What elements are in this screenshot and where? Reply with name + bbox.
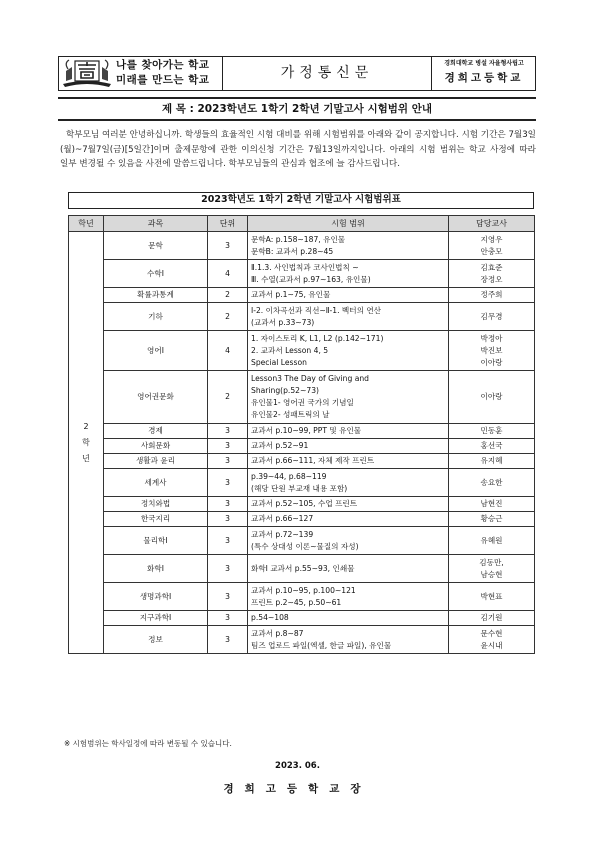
units-cell: 2	[208, 288, 248, 303]
range-cell: 화학Ⅰ 교과서 p.55~93, 인쇄물	[248, 555, 449, 583]
subject-cell: 생명과학Ⅰ	[104, 583, 208, 611]
subject-cell: 영어Ⅰ	[104, 331, 208, 371]
table-row	[69, 260, 535, 288]
units-cell: 3	[208, 424, 248, 439]
range-cell: 교과서 p.10~99, PPT 및 유인물	[248, 424, 449, 439]
units-cell: 3	[208, 555, 248, 583]
units-cell: 3	[208, 469, 248, 497]
table-row	[69, 288, 535, 303]
units-cell: 3	[208, 583, 248, 611]
school-logo-icon	[60, 57, 114, 90]
range-cell: 교과서 p.52~105, 수업 프린트	[248, 497, 449, 512]
units-cell: 4	[208, 260, 248, 288]
motto-line-1: 나를 찾아가는 학교	[116, 59, 210, 71]
subject-cell: 물리학Ⅰ	[104, 527, 208, 555]
table-title: 2023학년도 1학기 2학년 기말고사 시험범위표	[68, 192, 534, 209]
units-cell: 2	[208, 303, 248, 331]
range-cell: p.39~44, p.68~119 (해당 단원 부교재 내용 포함)	[248, 469, 449, 497]
table-row	[69, 527, 535, 555]
exam-range-table	[68, 215, 535, 654]
range-cell: 교과서 p.10~95, p.100~121 프린트 p.2~45, p.50~61	[248, 583, 449, 611]
subject-cell: 기하	[104, 303, 208, 331]
units-cell: 4	[208, 331, 248, 371]
subject-line: 제 목 : 2023학년도 1학기 2학년 기말고사 시험범위 안내	[58, 97, 536, 121]
units-cell: 3	[208, 439, 248, 454]
teacher-cell: 정주희	[449, 288, 535, 303]
teacher-cell: 민동훈	[449, 424, 535, 439]
range-cell: 교과서 p.66~127	[248, 512, 449, 527]
teacher-cell: 유지혜	[449, 454, 535, 469]
motto-line-2: 미래를 만드는 학교	[116, 74, 210, 86]
subject-cell: 정치와법	[104, 497, 208, 512]
teacher-cell: 유혜원	[449, 527, 535, 555]
table-row	[69, 555, 535, 583]
table-row	[69, 583, 535, 611]
range-cell: 문학A: p.158~187, 유인물 문학B: 교과서 p.28~45	[248, 232, 449, 260]
range-cell: p.54~108	[248, 611, 449, 626]
teacher-cell: 김동만, 남승현	[449, 555, 535, 583]
school-identity	[432, 58, 536, 87]
school-affiliation: 경희대학교 병설 자율형사립고	[444, 60, 524, 67]
newsletter-title: 가정통신문	[280, 65, 374, 81]
teacher-cell: 박현표	[449, 583, 535, 611]
table-row	[69, 611, 535, 626]
header-subject: 과목	[104, 216, 208, 232]
subject-cell: 수학Ⅰ	[104, 260, 208, 288]
subject-cell: 영어권문화	[104, 371, 208, 424]
teacher-cell: 김기원	[449, 611, 535, 626]
grade-cell: 2 학 년	[69, 232, 104, 654]
header-range: 시험 범위	[248, 216, 449, 232]
header-teacher: 담당교사	[449, 216, 535, 232]
school-name: 경희고등학교	[444, 72, 524, 84]
table-row	[69, 497, 535, 512]
range-cell: 교과서 p.72~139 (특수 상대성 이론~물질의 자성)	[248, 527, 449, 555]
table-row	[69, 469, 535, 497]
table-row	[69, 331, 535, 371]
units-cell: 2	[208, 371, 248, 424]
teacher-cell: 송요한	[449, 469, 535, 497]
intro-paragraph: 학부모님 여러분 안녕하십니까. 학생들의 효율적인 시험 대비를 위해 시험범위를 아래와 같이 공지합니다. 시험 기간은 7월3일(월)~7월7일(금)[5일간]이며 출제문항에 관한 이의신청 기간은 7월13일까지입니다. 아래의 시험 범위는 학교 사정에 따라 일부 변경될 수 있음을 사전에 말씀드립니다. 학부모님들의 관심과 협조에 늘 감사드립니다.	[60, 130, 536, 170]
units-cell: 3	[208, 512, 248, 527]
header-units: 단위	[208, 216, 248, 232]
range-cell: Ⅱ.1.3. 사인법칙과 코사인법칙 ~ Ⅲ. 수열(교과서 p.97~163, 유인물)	[248, 260, 449, 288]
table-row	[69, 439, 535, 454]
subject-cell: 세계사	[104, 469, 208, 497]
table-row	[69, 454, 535, 469]
teacher-cell: 김무경	[449, 303, 535, 331]
school-mottos	[116, 58, 222, 89]
table-row	[69, 512, 535, 527]
table-row	[69, 626, 535, 654]
table-header-row	[69, 216, 535, 232]
units-cell: 3	[208, 454, 248, 469]
footnote: ※ 시험범위는 학사일정에 따라 변동될 수 있습니다.	[64, 739, 232, 748]
units-cell: 3	[208, 497, 248, 512]
table-row	[69, 424, 535, 439]
teacher-cell: 황승근	[449, 512, 535, 527]
range-cell: 교과서 p.1~75, 유인물	[248, 288, 449, 303]
units-cell: 3	[208, 611, 248, 626]
units-cell: 3	[208, 232, 248, 260]
subject-cell: 한국지리	[104, 512, 208, 527]
table-row	[69, 371, 535, 424]
subject-cell: 화학Ⅰ	[104, 555, 208, 583]
subject-cell: 정보	[104, 626, 208, 654]
teacher-cell: 지영우 안충모	[449, 232, 535, 260]
units-cell: 3	[208, 527, 248, 555]
teacher-cell: 홍선국	[449, 439, 535, 454]
range-cell: Lesson3 The Day of Giving and Sharing(p.52~73) 유인물1- 영어권 국가의 기념일 유인물2- 성패트릭의 날	[248, 371, 449, 424]
subject-cell: 확률과통계	[104, 288, 208, 303]
units-cell: 3	[208, 626, 248, 654]
table-row	[69, 303, 535, 331]
issue-date: 2023. 06.	[275, 761, 320, 771]
teacher-cell: 남현진	[449, 497, 535, 512]
range-cell: 1. 자이스토리 K, L1, L2 (p.142~171) 2. 교과서 Lesson 4, 5 Special Lesson	[248, 331, 449, 371]
range-cell: 교과서 p.8~87 팀즈 업로드 파일(엑셀, 한글 파일), 유인물	[248, 626, 449, 654]
range-cell: 교과서 p.52~91	[248, 439, 449, 454]
teacher-cell: 김효준 장정오	[449, 260, 535, 288]
header-grade: 학년	[69, 216, 104, 232]
table-row	[69, 232, 535, 260]
subject-cell: 경제	[104, 424, 208, 439]
table-body	[69, 232, 535, 654]
subject-cell: 문학	[104, 232, 208, 260]
subject-cell: 생활과 윤리	[104, 454, 208, 469]
teacher-cell: 문수현 윤시내	[449, 626, 535, 654]
range-cell: Ⅰ-2. 이차곡선과 직선~Ⅱ-1. 벡터의 연산 (교과서 p.33~73)	[248, 303, 449, 331]
principal-signature: 경희고등학교장	[223, 783, 372, 795]
subject-cell: 지구과학Ⅰ	[104, 611, 208, 626]
teacher-cell: 이아랑	[449, 371, 535, 424]
range-cell: 교과서 p.66~111, 자체 제작 프린트	[248, 454, 449, 469]
teacher-cell: 박정아 박진보 이아랑	[449, 331, 535, 371]
subject-cell: 사회문화	[104, 439, 208, 454]
